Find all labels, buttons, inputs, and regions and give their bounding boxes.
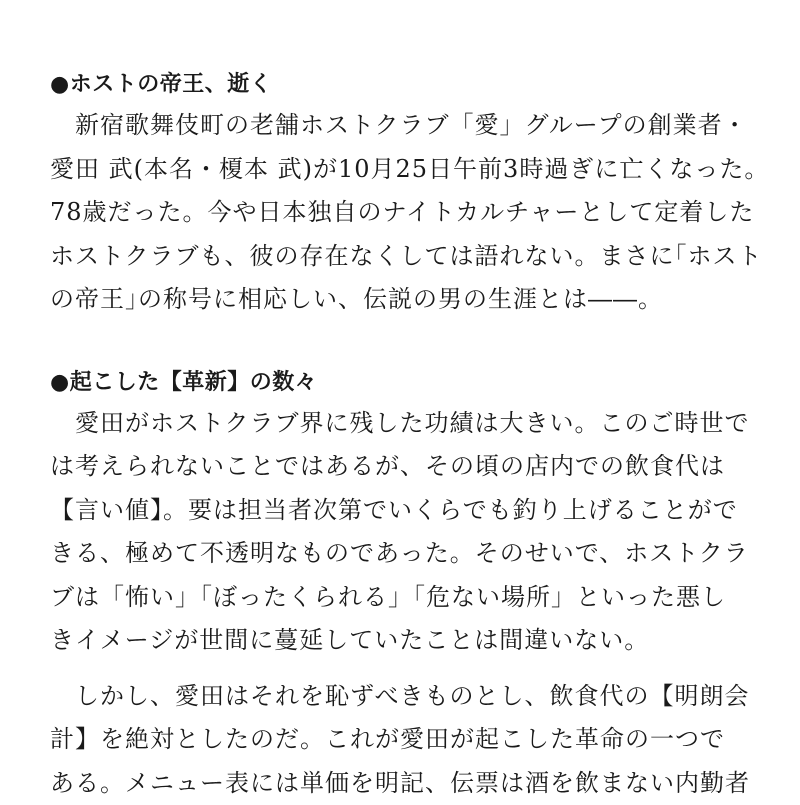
paragraph — [50, 402, 750, 663]
paragraph — [50, 675, 750, 805]
text-line: 78歳だった。今や日本独自のナイトカルチャーとして定着した — [50, 191, 750, 235]
text-line: ある。メニュー表には単価を明記、伝票は酒を飲まない内勤者 — [50, 762, 750, 805]
paragraph — [50, 104, 750, 322]
section-heading: ●ホストの帝王、逝く — [50, 64, 750, 104]
text-line: 愛田がホストクラブ界に残した功績は大きい。このご時世で — [50, 402, 750, 446]
article — [50, 64, 750, 805]
text-line: 愛田 武(本名・榎本 武)が10月25日午前3時過ぎに亡くなった。 — [50, 148, 750, 192]
text-line: 新宿歌舞伎町の老舗ホストクラブ「愛」グループの創業者・ — [50, 104, 750, 148]
text-line: しかし、愛田はそれを恥ずべきものとし、飲食代の【明朗会 — [50, 675, 750, 719]
text-line: の帝王｣の称号に相応しい、伝説の男の生涯とは――。 — [50, 278, 750, 322]
text-line: 計】を絶対としたのだ。これが愛田が起こした革命の一つで — [50, 718, 750, 762]
text-line: ホストクラブも、彼の存在なくしては語れない。まさに｢ホスト — [50, 235, 750, 279]
section-heading: ●起こした【革新】の数々 — [50, 362, 750, 402]
section-spacer — [50, 322, 750, 362]
text-line: 【言い値】。要は担当者次第でいくらでも釣り上げることがで — [50, 489, 750, 533]
paragraph-spacer — [50, 663, 750, 675]
text-line: きイメージが世間に蔓延していたことは間違いない。 — [50, 619, 750, 663]
text-line: ブは「怖い」「ぼったくられる」「危ない場所」といった悪し — [50, 576, 750, 620]
text-line: は考えられないことではあるが、その頃の店内での飲食代は — [50, 445, 750, 489]
text-line: きる、極めて不透明なものであった。そのせいで、ホストクラ — [50, 532, 750, 576]
